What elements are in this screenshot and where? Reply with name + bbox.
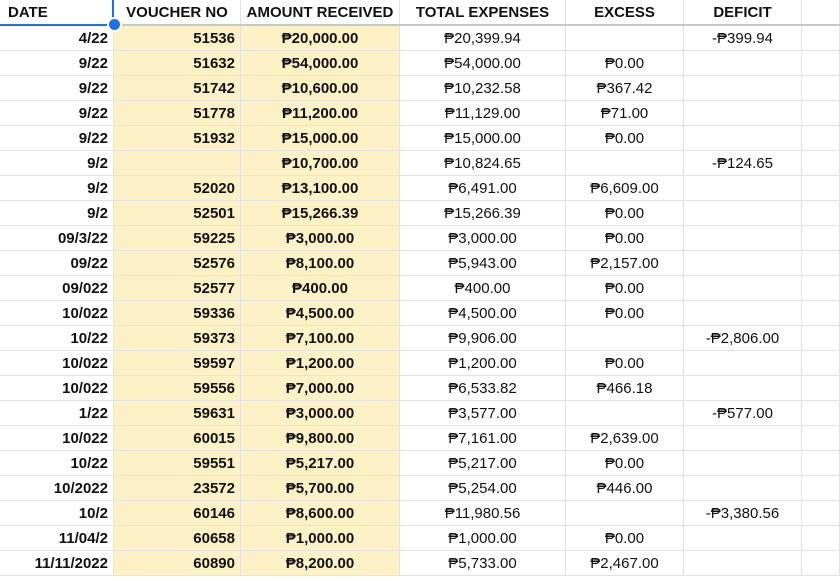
date-cell[interactable]: 09/22 [0, 251, 114, 275]
voucher-cell[interactable]: 60890 [114, 551, 241, 575]
amount-received-cell[interactable]: ₱13,100.00 [241, 176, 400, 200]
table-body [0, 26, 840, 576]
deficit-cell[interactable] [684, 476, 802, 500]
date-cell[interactable]: 10/022 [0, 426, 114, 450]
excess-cell[interactable]: ₱0.00 [566, 51, 684, 75]
date-cell[interactable]: 10/22 [0, 451, 114, 475]
header-voucher-no[interactable]: VOUCHER NO [114, 0, 241, 24]
excess-cell[interactable]: ₱2,157.00 [566, 251, 684, 275]
total-expenses-cell[interactable]: ₱9,906.00 [400, 326, 566, 350]
empty-cell[interactable] [802, 351, 840, 375]
amount-received-cell[interactable]: ₱8,600.00 [241, 501, 400, 525]
voucher-cell[interactable]: 59556 [114, 376, 241, 400]
header-row [0, 0, 840, 26]
date-cell[interactable]: 10/022 [0, 301, 114, 325]
empty-cell[interactable] [802, 476, 840, 500]
empty-cell[interactable] [802, 401, 840, 425]
table-row [0, 51, 840, 76]
deficit-cell[interactable] [684, 451, 802, 475]
date-cell[interactable]: 11/04/2 [0, 526, 114, 550]
date-cell[interactable]: 9/2 [0, 176, 114, 200]
table-row [0, 101, 840, 126]
amount-received-cell[interactable]: ₱7,000.00 [241, 376, 400, 400]
excess-cell[interactable] [566, 501, 684, 525]
excess-cell[interactable]: ₱0.00 [566, 451, 684, 475]
total-expenses-cell[interactable]: ₱4,500.00 [400, 301, 566, 325]
table-row [0, 151, 840, 176]
table-row [0, 501, 840, 526]
voucher-cell[interactable]: 60146 [114, 501, 241, 525]
total-expenses-cell[interactable]: ₱6,533.82 [400, 376, 566, 400]
table-row [0, 426, 840, 451]
total-expenses-cell[interactable]: ₱10,824.65 [400, 151, 566, 175]
total-expenses-cell[interactable]: ₱1,200.00 [400, 351, 566, 375]
amount-received-cell[interactable]: ₱5,700.00 [241, 476, 400, 500]
total-expenses-cell[interactable]: ₱20,399.94 [400, 26, 566, 50]
deficit-cell[interactable] [684, 251, 802, 275]
voucher-cell[interactable]: 59373 [114, 326, 241, 350]
excess-cell[interactable]: ₱0.00 [566, 351, 684, 375]
voucher-cell[interactable]: 23572 [114, 476, 241, 500]
amount-received-cell[interactable]: ₱400.00 [241, 276, 400, 300]
voucher-cell[interactable]: 51742 [114, 76, 241, 100]
voucher-cell[interactable]: 51932 [114, 126, 241, 150]
empty-cell[interactable] [802, 301, 840, 325]
deficit-cell[interactable] [684, 76, 802, 100]
amount-received-cell[interactable]: ₱20,000.00 [241, 26, 400, 50]
table-row [0, 326, 840, 351]
total-expenses-cell[interactable]: ₱1,000.00 [400, 526, 566, 550]
deficit-cell[interactable] [684, 226, 802, 250]
table-row [0, 76, 840, 101]
voucher-cell[interactable] [114, 151, 241, 175]
date-cell[interactable]: 9/22 [0, 76, 114, 100]
date-cell[interactable]: 09/3/22 [0, 226, 114, 250]
amount-received-cell[interactable]: ₱7,100.00 [241, 326, 400, 350]
deficit-cell[interactable]: -₱577.00 [684, 401, 802, 425]
total-expenses-cell[interactable]: ₱3,000.00 [400, 226, 566, 250]
empty-cell[interactable] [802, 376, 840, 400]
amount-received-cell[interactable]: ₱54,000.00 [241, 51, 400, 75]
empty-cell[interactable] [802, 76, 840, 100]
empty-cell[interactable] [802, 251, 840, 275]
total-expenses-cell[interactable]: ₱6,491.00 [400, 176, 566, 200]
deficit-cell[interactable] [684, 301, 802, 325]
excess-cell[interactable]: ₱0.00 [566, 301, 684, 325]
deficit-cell[interactable]: -₱399.94 [684, 26, 802, 50]
total-expenses-cell[interactable]: ₱10,232.58 [400, 76, 566, 100]
table-row [0, 401, 840, 426]
empty-cell[interactable] [802, 551, 840, 575]
header-date[interactable]: DATE [0, 0, 114, 24]
header-amount-received[interactable]: AMOUNT RECEIVED [241, 0, 400, 24]
date-cell[interactable]: 10/2 [0, 501, 114, 525]
deficit-cell[interactable] [684, 426, 802, 450]
empty-cell[interactable] [802, 151, 840, 175]
total-expenses-cell[interactable]: ₱15,000.00 [400, 126, 566, 150]
excess-cell[interactable]: ₱0.00 [566, 201, 684, 225]
date-cell[interactable]: 9/2 [0, 201, 114, 225]
date-cell[interactable]: 9/22 [0, 126, 114, 150]
amount-received-cell[interactable]: ₱8,100.00 [241, 251, 400, 275]
empty-cell[interactable] [802, 276, 840, 300]
table-row [0, 201, 840, 226]
date-cell[interactable]: 10/022 [0, 351, 114, 375]
excess-cell[interactable]: ₱2,639.00 [566, 426, 684, 450]
deficit-cell[interactable] [684, 176, 802, 200]
voucher-cell[interactable]: 59551 [114, 451, 241, 475]
excess-cell[interactable]: ₱2,467.00 [566, 551, 684, 575]
empty-cell[interactable] [802, 426, 840, 450]
empty-cell[interactable] [802, 526, 840, 550]
fill-handle[interactable] [107, 17, 122, 32]
amount-received-cell[interactable]: ₱1,200.00 [241, 351, 400, 375]
excess-cell[interactable]: ₱0.00 [566, 226, 684, 250]
amount-received-cell[interactable]: ₱10,600.00 [241, 76, 400, 100]
excess-cell[interactable]: ₱0.00 [566, 276, 684, 300]
amount-received-cell[interactable]: ₱5,217.00 [241, 451, 400, 475]
voucher-cell[interactable]: 60015 [114, 426, 241, 450]
empty-cell[interactable] [802, 501, 840, 525]
deficit-cell[interactable]: -₱3,380.56 [684, 501, 802, 525]
amount-received-cell[interactable]: ₱3,000.00 [241, 226, 400, 250]
empty-cell[interactable] [802, 226, 840, 250]
voucher-cell[interactable]: 59631 [114, 401, 241, 425]
total-expenses-cell[interactable]: ₱54,000.00 [400, 51, 566, 75]
excess-cell[interactable]: ₱0.00 [566, 126, 684, 150]
total-expenses-cell[interactable]: ₱5,217.00 [400, 451, 566, 475]
deficit-cell[interactable] [684, 51, 802, 75]
deficit-cell[interactable] [684, 201, 802, 225]
selection-border-bottom [0, 24, 114, 26]
voucher-cell[interactable]: 51536 [114, 26, 241, 50]
table-row [0, 476, 840, 501]
excess-cell[interactable]: ₱446.00 [566, 476, 684, 500]
table-row [0, 226, 840, 251]
header-total-expenses[interactable]: TOTAL EXPENSES [400, 0, 566, 24]
total-expenses-cell[interactable]: ₱400.00 [400, 276, 566, 300]
header-empty-cell[interactable] [802, 0, 840, 24]
voucher-cell[interactable]: 60658 [114, 526, 241, 550]
deficit-cell[interactable] [684, 526, 802, 550]
voucher-cell[interactable]: 52577 [114, 276, 241, 300]
excess-cell[interactable]: ₱466.18 [566, 376, 684, 400]
excess-cell[interactable]: ₱0.00 [566, 526, 684, 550]
excess-cell[interactable] [566, 26, 684, 50]
table-row [0, 301, 840, 326]
amount-received-cell[interactable]: ₱8,200.00 [241, 551, 400, 575]
empty-cell[interactable] [802, 126, 840, 150]
deficit-cell[interactable] [684, 351, 802, 375]
excess-cell[interactable] [566, 401, 684, 425]
total-expenses-cell[interactable]: ₱11,980.56 [400, 501, 566, 525]
table-row [0, 451, 840, 476]
excess-cell[interactable]: ₱367.42 [566, 76, 684, 100]
date-cell[interactable]: 10/022 [0, 376, 114, 400]
table-row [0, 526, 840, 551]
excess-cell[interactable] [566, 326, 684, 350]
header-deficit[interactable]: DEFICIT [684, 0, 802, 24]
voucher-cell[interactable]: 52576 [114, 251, 241, 275]
deficit-cell[interactable] [684, 276, 802, 300]
deficit-cell[interactable] [684, 126, 802, 150]
empty-cell[interactable] [802, 201, 840, 225]
table-row [0, 126, 840, 151]
date-cell[interactable]: 9/2 [0, 151, 114, 175]
table-row [0, 176, 840, 201]
date-cell[interactable]: 4/22 [0, 26, 114, 50]
deficit-cell[interactable] [684, 376, 802, 400]
excess-cell[interactable]: ₱71.00 [566, 101, 684, 125]
amount-received-cell[interactable]: ₱3,000.00 [241, 401, 400, 425]
date-cell[interactable]: 09/022 [0, 276, 114, 300]
date-cell[interactable]: 1/22 [0, 401, 114, 425]
amount-received-cell[interactable]: ₱1,000.00 [241, 526, 400, 550]
amount-received-cell[interactable]: ₱9,800.00 [241, 426, 400, 450]
total-expenses-cell[interactable]: ₱5,733.00 [400, 551, 566, 575]
deficit-cell[interactable]: -₱124.65 [684, 151, 802, 175]
deficit-cell[interactable] [684, 101, 802, 125]
empty-cell[interactable] [802, 176, 840, 200]
voucher-cell[interactable]: 59225 [114, 226, 241, 250]
amount-received-cell[interactable]: ₱15,266.39 [241, 201, 400, 225]
date-cell[interactable]: 9/22 [0, 51, 114, 75]
excess-cell[interactable] [566, 151, 684, 175]
deficit-cell[interactable] [684, 551, 802, 575]
empty-cell[interactable] [802, 26, 840, 50]
table-row [0, 551, 840, 576]
total-expenses-cell[interactable]: ₱5,943.00 [400, 251, 566, 275]
empty-cell[interactable] [802, 51, 840, 75]
table-row [0, 376, 840, 401]
voucher-cell[interactable]: 52020 [114, 176, 241, 200]
empty-cell[interactable] [802, 451, 840, 475]
voucher-cell[interactable]: 59597 [114, 351, 241, 375]
amount-received-cell[interactable]: ₱4,500.00 [241, 301, 400, 325]
excess-cell[interactable]: ₱6,609.00 [566, 176, 684, 200]
deficit-cell[interactable]: -₱2,806.00 [684, 326, 802, 350]
total-expenses-cell[interactable]: ₱7,161.00 [400, 426, 566, 450]
voucher-cell[interactable]: 59336 [114, 301, 241, 325]
empty-cell[interactable] [802, 326, 840, 350]
total-expenses-cell[interactable]: ₱11,129.00 [400, 101, 566, 125]
voucher-cell[interactable]: 51632 [114, 51, 241, 75]
amount-received-cell[interactable]: ₱10,700.00 [241, 151, 400, 175]
total-expenses-cell[interactable]: ₱15,266.39 [400, 201, 566, 225]
amount-received-cell[interactable]: ₱11,200.00 [241, 101, 400, 125]
table-row [0, 26, 840, 51]
total-expenses-cell[interactable]: ₱5,254.00 [400, 476, 566, 500]
date-cell[interactable]: 9/22 [0, 101, 114, 125]
table-row [0, 351, 840, 376]
total-expenses-cell[interactable]: ₱3,577.00 [400, 401, 566, 425]
empty-cell[interactable] [802, 101, 840, 125]
table-row [0, 251, 840, 276]
amount-received-cell[interactable]: ₱15,000.00 [241, 126, 400, 150]
header-excess[interactable]: EXCESS [566, 0, 684, 24]
table-row [0, 276, 840, 301]
date-cell[interactable]: 10/22 [0, 326, 114, 350]
voucher-cell[interactable]: 52501 [114, 201, 241, 225]
date-cell[interactable]: 11/11/2022 [0, 551, 114, 575]
voucher-cell[interactable]: 51778 [114, 101, 241, 125]
date-cell[interactable]: 10/2022 [0, 476, 114, 500]
